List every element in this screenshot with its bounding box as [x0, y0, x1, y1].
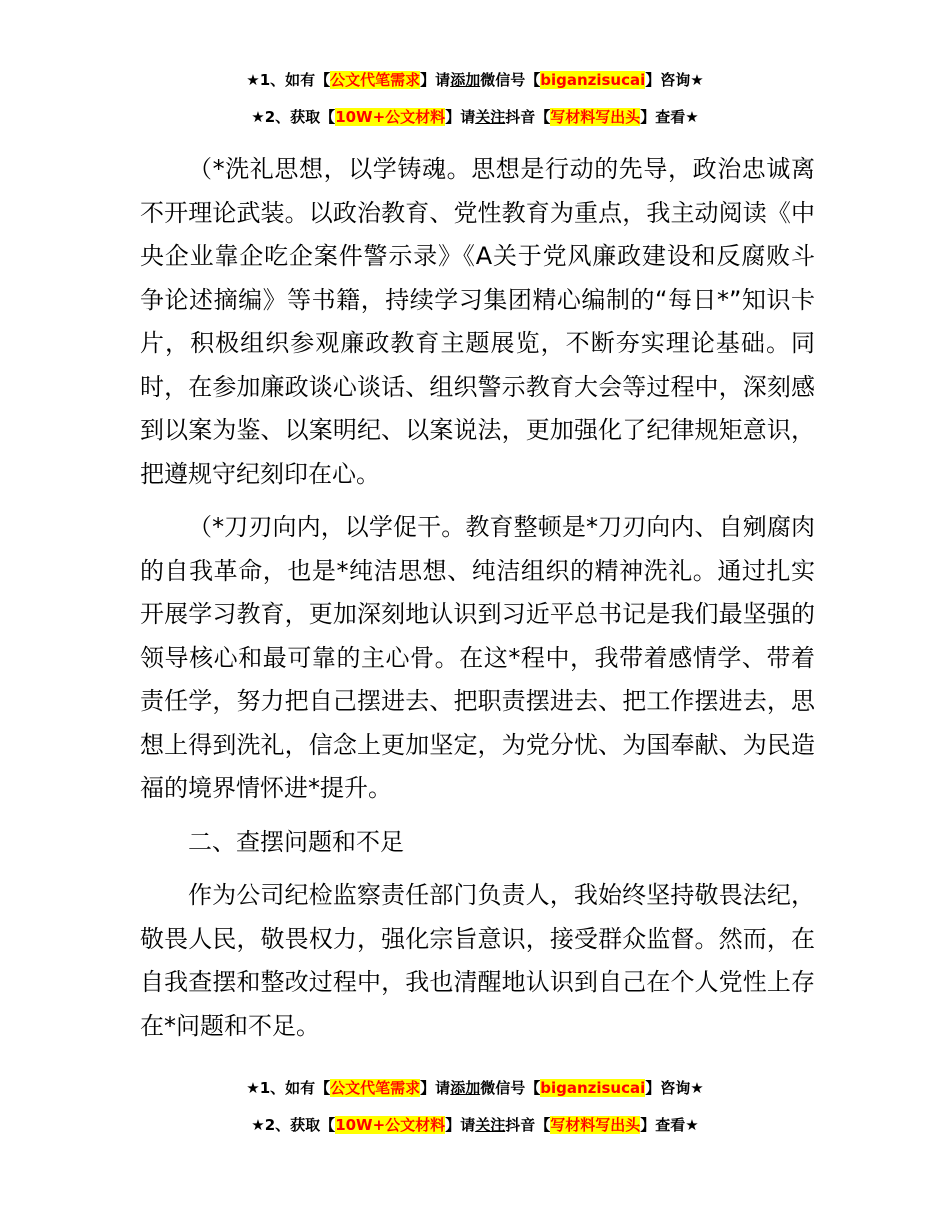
banner-text: ★2、获取【 [251, 1116, 336, 1134]
banner-text: 】咨询★ [645, 71, 704, 89]
underlined-text: 关注 [475, 1116, 506, 1134]
banner-text: 】请 [445, 1116, 476, 1134]
banner-text: 抖音【 [505, 1116, 551, 1134]
banner-text: 】咨询★ [645, 1079, 704, 1097]
footer-banner-line-1 [0, 1077, 950, 1099]
banner-text: 微信号【 [480, 1079, 541, 1097]
header-banner-line-2 [0, 106, 950, 128]
banner-text: 】请 [420, 1079, 451, 1097]
underlined-text: 添加 [450, 71, 481, 89]
highlight-label: 公文代笔需求 [330, 1079, 421, 1097]
banner-text: 微信号【 [480, 71, 541, 89]
banner-text: ★2、获取【 [251, 108, 336, 126]
paragraph-self-revolution: （*刀刃向内，以学促干。教育整顿是*刀刃向内、自剜腐肉的自我革命，也是*纯洁思想、纯洁组织的精神洗礼。通过扎实开展学习教育，更加深刻地认识到习近平总书记是我们最坚强的领导核心和最可靠的主心骨。在这*程中，我带着感情学、带着责任学，努力把自己摆进去、把职责摆进去、把工作摆进去，思想上得到洗礼，信念上更加坚定，为党分忧、为国奉献、为民造福的境界情怀进*提升。 [140, 513, 815, 802]
banner-text: ★1、如有【 [246, 1079, 331, 1097]
banner-text: 】查看★ [640, 108, 699, 126]
douyin-account: 写材料写出头 [550, 1116, 641, 1134]
paragraph-problems: 作为公司纪检监察责任部门负责人，我始终坚持敬畏法纪，敬畏人民，敬畏权力，强化宗旨意识，接受群众监督。然而，在自我查摆和整改过程中，我也清醒地认识到自己在个人党性上存在*问题和不足。 [140, 881, 815, 1040]
highlight-label: 公文代笔需求 [330, 71, 421, 89]
banner-text: 】查看★ [640, 1116, 699, 1134]
header-banner-line-1 [0, 69, 950, 91]
banner-text: 】请 [420, 71, 451, 89]
highlight-label: 10W+公文材料 [335, 108, 446, 126]
banner-text: ★1、如有【 [246, 71, 331, 89]
footer-banner-line-2 [0, 1114, 950, 1136]
douyin-account: 写材料写出头 [550, 108, 641, 126]
paragraph-study-thought: （*洗礼思想，以学铸魂。思想是行动的先导，政治忠诚离不开理论武装。以政治教育、党性教育为重点，我主动阅读《中央企业靠企吃企案件警示录》《A关于党风廉政建设和反腐败斗争论述摘编》等书籍，持续学习集团精心编制的“每日*”知识卡片，积极组织参观廉政教育主题展览，不断夯实理论基础。同时，在参加廉政谈心谈话、组织警示教育大会等过程中，深刻感到以案为鉴、以案明纪、以案说法，更加强化了纪律规矩意识，把遵规守纪刻印在心。 [140, 155, 815, 488]
section-heading: 二、查摆问题和不足 [188, 827, 404, 856]
underlined-text: 关注 [475, 108, 506, 126]
document-body [140, 148, 815, 1058]
underlined-text: 添加 [450, 1079, 481, 1097]
highlight-label: 10W+公文材料 [335, 1116, 446, 1134]
banner-text: 抖音【 [505, 108, 551, 126]
wechat-id: biganzisucai [540, 1079, 646, 1097]
wechat-id: biganzisucai [540, 71, 646, 89]
banner-text: 】请 [445, 108, 476, 126]
